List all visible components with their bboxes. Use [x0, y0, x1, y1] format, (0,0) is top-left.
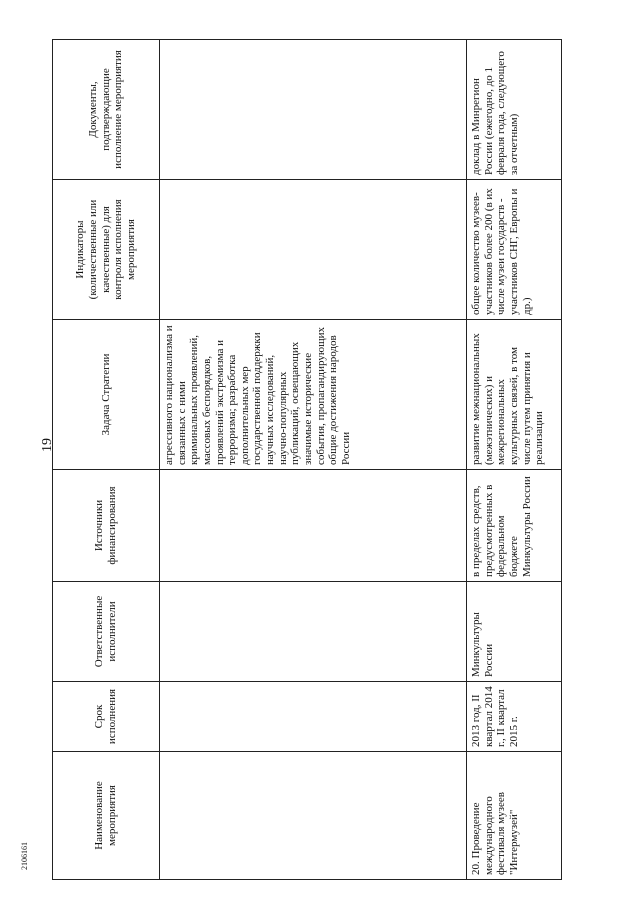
- table-row: [467, 40, 562, 880]
- footer-code: 2106161: [20, 842, 29, 870]
- measures-table: [52, 39, 562, 880]
- header-funding: Источники финансирования: [53, 470, 160, 582]
- header-name: Наименование мероприятия: [53, 752, 160, 880]
- cell-task: развитие межнациональных (межэтнических) и межрегиональных культурных связей, в том числе путем принятия и реализации: [467, 320, 562, 470]
- header-executors: Ответственные исполнители: [53, 582, 160, 682]
- cell-name: 20. Проведение международного фестиваля музеев "Интермузей": [467, 752, 562, 880]
- cell-name: [160, 752, 467, 880]
- cell-funding: в пределах средств, предусмотренных в федеральном бюджете Минкультуры России: [467, 470, 562, 582]
- cell-funding: [160, 470, 467, 582]
- header-term: Срок исполнения: [53, 682, 160, 752]
- page-number: 19: [40, 438, 55, 452]
- cell-executors: Минкультуры России: [467, 582, 562, 682]
- cell-indicators: общее количество музеев-участников более 200 (в их числе музеи государств - участников СНГ, Европы и др.): [467, 180, 562, 320]
- cell-documents: [160, 40, 467, 180]
- header-documents: Документы, подтверждающие исполнение мероприятия: [53, 40, 160, 180]
- header-indicators: Индикаторы (количественные или качественные) для контроля исполнения мероприятия: [53, 180, 160, 320]
- cell-term: [160, 682, 467, 752]
- table-header-row: [53, 40, 160, 880]
- cell-executors: [160, 582, 467, 682]
- cell-documents: доклад в Минрегион России (ежегодно, до 1 февраля года, следующего за отчетным): [467, 40, 562, 180]
- rotated-table-container: [52, 40, 592, 880]
- table-row: [160, 40, 467, 880]
- header-task: Задача Стратегии: [53, 320, 160, 470]
- cell-term: 2013 год, II квартал 2014 г., II квартал 2015 г.: [467, 682, 562, 752]
- cell-indicators: [160, 180, 467, 320]
- cell-task: агрессивного национализма и связанных с ними криминальных проявлений, массовых беспорядков, проявлений экстремизма и терроризма; разработка дополнительных мер государственной поддержки научных исследований, научно-популярных публикаций, освещающих значимые исторические события, пропагандирующих общие достижения народов России: [160, 320, 467, 470]
